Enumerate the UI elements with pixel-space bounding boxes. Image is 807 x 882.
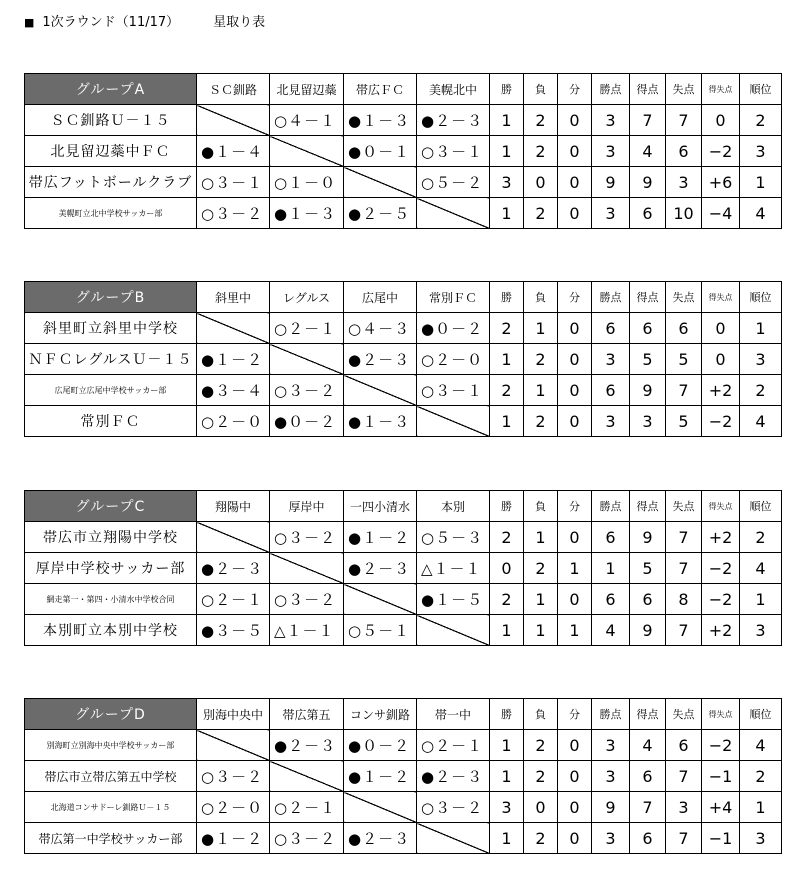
team-row xyxy=(25,730,782,761)
match-result: ○２－０ xyxy=(197,406,270,437)
stat-value: 4 xyxy=(740,553,782,584)
stat-value: 2 xyxy=(524,761,558,792)
stat-value: 2 xyxy=(490,313,524,344)
stat-value: 1 xyxy=(490,344,524,375)
stat-header: 勝 xyxy=(490,282,524,313)
header-row xyxy=(25,282,782,313)
stat-value: 0 xyxy=(558,344,592,375)
stat-value: −2 xyxy=(702,406,740,437)
stat-value: −1 xyxy=(702,761,740,792)
stat-value: 9 xyxy=(592,792,630,823)
stat-value: 3 xyxy=(592,730,630,761)
match-result: △１－１ xyxy=(417,553,490,584)
stat-value: 0 xyxy=(558,761,592,792)
group-table xyxy=(24,281,782,437)
stat-value: 3 xyxy=(630,406,666,437)
stat-value: 6 xyxy=(666,136,702,167)
stat-value: 7 xyxy=(630,105,666,136)
match-result: ●０－２ xyxy=(344,730,417,761)
stat-header: 失点 xyxy=(666,491,702,522)
stat-value: 5 xyxy=(630,553,666,584)
stat-value: 3 xyxy=(740,344,782,375)
group-name: グループC xyxy=(25,491,197,522)
stat-value: 1 xyxy=(524,615,558,646)
self-match-diagonal xyxy=(344,375,417,406)
stat-value: 9 xyxy=(630,615,666,646)
match-result: ●１－２ xyxy=(344,522,417,553)
team-name: 北海道コンサドーレ釧路Ｕ－１５ xyxy=(25,792,197,823)
stat-header: 勝点 xyxy=(592,74,630,105)
team-row xyxy=(25,105,782,136)
stat-value: 2 xyxy=(524,198,558,229)
stat-value: 1 xyxy=(740,584,782,615)
stat-value: 6 xyxy=(666,313,702,344)
match-result: ○３－２ xyxy=(197,198,270,229)
stat-value: 1 xyxy=(524,375,558,406)
stat-value: 9 xyxy=(592,167,630,198)
stat-value: 4 xyxy=(740,198,782,229)
team-name: 網走第一・第四・小清水中学校合同 xyxy=(25,584,197,615)
match-result: ○２－１ xyxy=(417,730,490,761)
match-result: ○３－２ xyxy=(417,792,490,823)
stat-value: 2 xyxy=(524,105,558,136)
opponent-header: レグルス xyxy=(270,282,344,313)
stat-value: −2 xyxy=(702,730,740,761)
stat-value: 6 xyxy=(630,823,666,854)
stat-value: 0 xyxy=(524,792,558,823)
stat-header: 失点 xyxy=(666,699,702,730)
stat-value: 0 xyxy=(558,313,592,344)
stat-value: 9 xyxy=(630,375,666,406)
self-match-diagonal xyxy=(197,522,270,553)
stat-value: 3 xyxy=(592,136,630,167)
match-result: ○２－０ xyxy=(417,344,490,375)
match-result: ●２－３ xyxy=(197,553,270,584)
team-row xyxy=(25,198,782,229)
stat-value: 1 xyxy=(740,792,782,823)
stat-value: 0 xyxy=(490,553,524,584)
team-name: 北見留辺蘂中ＦＣ xyxy=(25,136,197,167)
stat-value: 0 xyxy=(558,136,592,167)
stat-value: +2 xyxy=(702,615,740,646)
match-result: ●２－３ xyxy=(344,553,417,584)
stat-value: 1 xyxy=(524,584,558,615)
self-match-diagonal xyxy=(197,105,270,136)
team-row xyxy=(25,823,782,854)
opponent-header: 一四小清水 xyxy=(344,491,417,522)
stat-value: 0 xyxy=(558,730,592,761)
opponent-header: コンサ釧路 xyxy=(344,699,417,730)
team-name: 常別ＦＣ xyxy=(25,406,197,437)
stat-value: 6 xyxy=(592,375,630,406)
stat-value: 1 xyxy=(558,553,592,584)
opponent-header: 斜里中 xyxy=(197,282,270,313)
match-result: ●２－３ xyxy=(270,730,344,761)
stat-value: 6 xyxy=(630,584,666,615)
stat-value: 2 xyxy=(740,522,782,553)
stat-value: 1 xyxy=(490,823,524,854)
group-name: グループA xyxy=(25,74,197,105)
match-result: ●３－４ xyxy=(197,375,270,406)
match-result: ○５－１ xyxy=(344,615,417,646)
opponent-header: 美幌北中 xyxy=(417,74,490,105)
stat-value: −4 xyxy=(702,198,740,229)
stat-value: 1 xyxy=(490,136,524,167)
stat-value: 3 xyxy=(740,136,782,167)
stat-header: 負 xyxy=(524,74,558,105)
match-result: ○３－２ xyxy=(197,761,270,792)
stat-value: 1 xyxy=(490,105,524,136)
stat-header: 得点 xyxy=(630,491,666,522)
stat-value: −1 xyxy=(702,823,740,854)
stat-value: 1 xyxy=(490,406,524,437)
stat-value: 4 xyxy=(740,730,782,761)
stat-value: 9 xyxy=(630,522,666,553)
stat-header: 得失点 xyxy=(702,282,740,313)
stat-header: 勝点 xyxy=(592,491,630,522)
stat-value: 0 xyxy=(524,167,558,198)
team-row xyxy=(25,615,782,646)
stat-value: 3 xyxy=(740,615,782,646)
stat-value: +2 xyxy=(702,522,740,553)
stat-value: 5 xyxy=(630,344,666,375)
group-table xyxy=(24,490,782,646)
stat-value: 0 xyxy=(558,167,592,198)
match-result: ○５－３ xyxy=(417,522,490,553)
bullet-square-icon: ■ xyxy=(24,16,35,29)
stat-value: 0 xyxy=(558,792,592,823)
match-result: ○４－１ xyxy=(270,105,344,136)
opponent-header: 厚岸中 xyxy=(270,491,344,522)
stat-value: 2 xyxy=(524,730,558,761)
stat-value: 3 xyxy=(490,167,524,198)
stat-value: 1 xyxy=(490,615,524,646)
group-name: グループD xyxy=(25,699,197,730)
stat-value: 2 xyxy=(490,375,524,406)
stat-header: 勝 xyxy=(490,699,524,730)
stat-value: 1 xyxy=(558,615,592,646)
stat-value: +2 xyxy=(702,375,740,406)
stat-value: 2 xyxy=(740,375,782,406)
stat-header: 分 xyxy=(558,74,592,105)
header-row xyxy=(25,699,782,730)
stat-value: 0 xyxy=(702,344,740,375)
stat-value: −2 xyxy=(702,584,740,615)
team-row xyxy=(25,375,782,406)
stat-value: 2 xyxy=(524,406,558,437)
stat-value: 2 xyxy=(490,522,524,553)
stat-value: 0 xyxy=(558,584,592,615)
stat-value: 0 xyxy=(702,313,740,344)
header-row xyxy=(25,491,782,522)
stat-header: 勝 xyxy=(490,491,524,522)
team-row xyxy=(25,522,782,553)
stat-header: 順位 xyxy=(740,74,782,105)
match-result: ●２－３ xyxy=(344,823,417,854)
team-name: 広尾町立広尾中学校サッカー部 xyxy=(25,375,197,406)
stat-value: 3 xyxy=(592,344,630,375)
self-match-diagonal xyxy=(344,167,417,198)
stat-value: +4 xyxy=(702,792,740,823)
stat-header: 失点 xyxy=(666,282,702,313)
match-result: ○５－２ xyxy=(417,167,490,198)
team-name: 厚岸中学校サッカー部 xyxy=(25,553,197,584)
match-result: ●２－３ xyxy=(417,761,490,792)
stat-value: 7 xyxy=(666,375,702,406)
stat-value: 7 xyxy=(666,823,702,854)
stat-value: 6 xyxy=(630,761,666,792)
stat-value: 4 xyxy=(630,730,666,761)
team-row xyxy=(25,406,782,437)
stat-value: 7 xyxy=(666,615,702,646)
stat-value: 6 xyxy=(630,313,666,344)
self-match-diagonal xyxy=(417,615,490,646)
stat-value: 3 xyxy=(740,823,782,854)
stat-header: 負 xyxy=(524,282,558,313)
team-name: 美幌町立北中学校サッカー部 xyxy=(25,198,197,229)
stat-value: 7 xyxy=(666,105,702,136)
group-name: グループB xyxy=(25,282,197,313)
stat-value: 1 xyxy=(592,553,630,584)
stat-header: 勝 xyxy=(490,74,524,105)
stat-value: 2 xyxy=(524,823,558,854)
match-result: ●０－２ xyxy=(417,313,490,344)
team-row xyxy=(25,313,782,344)
stat-header: 順位 xyxy=(740,699,782,730)
stat-value: 2 xyxy=(524,136,558,167)
team-name: 本別町立本別中学校 xyxy=(25,615,197,646)
stat-value: 3 xyxy=(666,792,702,823)
stat-value: 3 xyxy=(592,198,630,229)
page-title xyxy=(24,11,265,30)
match-result: ●０－２ xyxy=(270,406,344,437)
stat-value: 2 xyxy=(740,105,782,136)
stat-value: 4 xyxy=(740,406,782,437)
stat-value: −2 xyxy=(702,136,740,167)
stat-header: 負 xyxy=(524,699,558,730)
stat-value: 0 xyxy=(558,375,592,406)
stat-header: 得失点 xyxy=(702,491,740,522)
match-result: ○３－１ xyxy=(417,375,490,406)
stat-value: 3 xyxy=(592,406,630,437)
match-result: ●１－４ xyxy=(197,136,270,167)
match-result: ●２－５ xyxy=(344,198,417,229)
opponent-header: 常別ＦＣ xyxy=(417,282,490,313)
stat-value: 0 xyxy=(558,105,592,136)
match-result: △１－１ xyxy=(270,615,344,646)
self-match-diagonal xyxy=(344,584,417,615)
team-name: ＮＦＣレグルスＵ－１５ xyxy=(25,344,197,375)
stat-header: 順位 xyxy=(740,491,782,522)
match-result: ●１－３ xyxy=(344,105,417,136)
stat-header: 負 xyxy=(524,491,558,522)
stat-value: −2 xyxy=(702,553,740,584)
stat-value: 1 xyxy=(740,167,782,198)
match-result: ○２－０ xyxy=(197,792,270,823)
match-result: ●２－３ xyxy=(417,105,490,136)
stat-header: 得点 xyxy=(630,74,666,105)
stat-header: 分 xyxy=(558,282,592,313)
group-table xyxy=(24,73,782,229)
match-result: ○２－１ xyxy=(197,584,270,615)
stat-header: 得失点 xyxy=(702,699,740,730)
match-result: ○１－０ xyxy=(270,167,344,198)
match-result: ○３－１ xyxy=(417,136,490,167)
team-name: 帯広市立翔陽中学校 xyxy=(25,522,197,553)
stat-value: 6 xyxy=(592,313,630,344)
match-result: ○３－１ xyxy=(197,167,270,198)
stat-value: 0 xyxy=(558,823,592,854)
opponent-header: 帯広第五 xyxy=(270,699,344,730)
self-match-diagonal xyxy=(270,761,344,792)
match-result: ●２－３ xyxy=(344,344,417,375)
match-result: ●０－１ xyxy=(344,136,417,167)
match-result: ○２－１ xyxy=(270,792,344,823)
stat-value: 6 xyxy=(592,584,630,615)
stat-header: 得点 xyxy=(630,699,666,730)
standings-subtitle: 星取り表 xyxy=(213,15,266,30)
team-name: 別海町立別海中央中学校サッカー部 xyxy=(25,730,197,761)
stat-value: 3 xyxy=(666,167,702,198)
stat-value: 1 xyxy=(490,730,524,761)
opponent-header: 帯一中 xyxy=(417,699,490,730)
match-result: ●１－３ xyxy=(270,198,344,229)
match-result: ○３－２ xyxy=(270,823,344,854)
group-table xyxy=(24,698,782,854)
stat-value: 3 xyxy=(592,761,630,792)
opponent-header: ＳＣ釧路 xyxy=(197,74,270,105)
match-result: ○３－２ xyxy=(270,375,344,406)
stat-value: 2 xyxy=(524,344,558,375)
stat-value: 0 xyxy=(702,105,740,136)
opponent-header: 帯広ＦＣ xyxy=(344,74,417,105)
stat-value: 0 xyxy=(558,406,592,437)
match-result: ●１－５ xyxy=(417,584,490,615)
team-row xyxy=(25,167,782,198)
stat-header: 失点 xyxy=(666,74,702,105)
team-row xyxy=(25,344,782,375)
stat-value: 3 xyxy=(592,105,630,136)
team-name: 帯広フットボールクラブ xyxy=(25,167,197,198)
opponent-header: 翔陽中 xyxy=(197,491,270,522)
stat-header: 勝点 xyxy=(592,282,630,313)
stat-value: 6 xyxy=(592,522,630,553)
stat-value: 7 xyxy=(630,792,666,823)
stat-value: 3 xyxy=(592,823,630,854)
stat-header: 分 xyxy=(558,491,592,522)
stat-value: 2 xyxy=(740,761,782,792)
opponent-header: 別海中央中 xyxy=(197,699,270,730)
team-row xyxy=(25,553,782,584)
stat-value: 0 xyxy=(558,198,592,229)
stat-value: 7 xyxy=(666,553,702,584)
self-match-diagonal xyxy=(270,553,344,584)
stat-header: 得点 xyxy=(630,282,666,313)
stat-value: 6 xyxy=(666,730,702,761)
stat-header: 分 xyxy=(558,699,592,730)
stat-value: +6 xyxy=(702,167,740,198)
match-result: ●１－２ xyxy=(197,344,270,375)
self-match-diagonal xyxy=(417,198,490,229)
stat-header: 得失点 xyxy=(702,74,740,105)
opponent-header: 本別 xyxy=(417,491,490,522)
stat-value: 7 xyxy=(666,761,702,792)
stat-value: 6 xyxy=(630,198,666,229)
match-result: ○２－１ xyxy=(270,313,344,344)
self-match-diagonal xyxy=(344,792,417,823)
team-name: ＳＣ釧路Ｕ－１５ xyxy=(25,105,197,136)
stat-value: 7 xyxy=(666,522,702,553)
stat-value: 8 xyxy=(666,584,702,615)
stat-header: 勝点 xyxy=(592,699,630,730)
match-result: ●１－２ xyxy=(344,761,417,792)
match-result: ○３－２ xyxy=(270,584,344,615)
stat-header: 順位 xyxy=(740,282,782,313)
self-match-diagonal xyxy=(417,406,490,437)
team-name: 帯広第一中学校サッカー部 xyxy=(25,823,197,854)
match-result: ●１－３ xyxy=(344,406,417,437)
stat-value: 1 xyxy=(490,761,524,792)
stat-value: 5 xyxy=(666,344,702,375)
stat-value: 10 xyxy=(666,198,702,229)
self-match-diagonal xyxy=(270,344,344,375)
stat-value: 2 xyxy=(490,584,524,615)
team-name: 斜里町立斜里中学校 xyxy=(25,313,197,344)
self-match-diagonal xyxy=(197,730,270,761)
team-name: 帯広市立帯広第五中学校 xyxy=(25,761,197,792)
stat-value: 1 xyxy=(524,522,558,553)
stat-value: 1 xyxy=(740,313,782,344)
stat-value: 2 xyxy=(524,553,558,584)
stat-value: 9 xyxy=(630,167,666,198)
team-row xyxy=(25,136,782,167)
stat-value: 4 xyxy=(592,615,630,646)
match-result: ●３－５ xyxy=(197,615,270,646)
stat-value: 3 xyxy=(490,792,524,823)
opponent-header: 広尾中 xyxy=(344,282,417,313)
stat-value: 4 xyxy=(630,136,666,167)
stat-value: 1 xyxy=(490,198,524,229)
match-result: ●１－２ xyxy=(197,823,270,854)
stat-value: 5 xyxy=(666,406,702,437)
self-match-diagonal xyxy=(417,823,490,854)
team-row xyxy=(25,761,782,792)
round-title: 1次ラウンド（11/17） xyxy=(42,15,180,30)
header-row xyxy=(25,74,782,105)
self-match-diagonal xyxy=(197,313,270,344)
stat-value: 0 xyxy=(558,522,592,553)
opponent-header: 北見留辺蘂 xyxy=(270,74,344,105)
match-result: ○４－３ xyxy=(344,313,417,344)
stat-value: 1 xyxy=(524,313,558,344)
self-match-diagonal xyxy=(270,136,344,167)
team-row xyxy=(25,792,782,823)
match-result: ○３－２ xyxy=(270,522,344,553)
team-row xyxy=(25,584,782,615)
